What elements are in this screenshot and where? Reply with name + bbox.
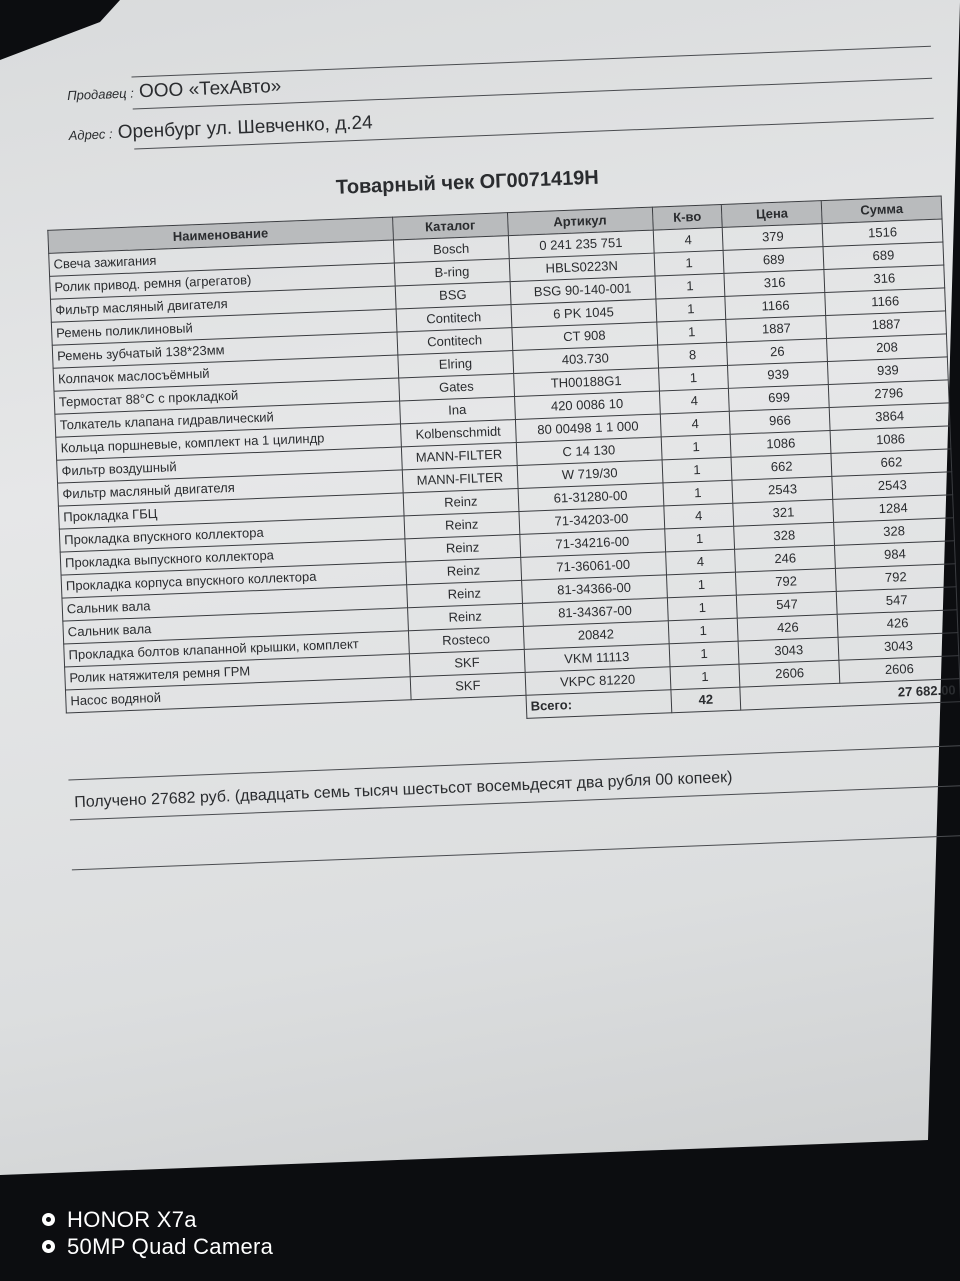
cell-catalog: SKF: [410, 672, 526, 699]
cell-qty: 1: [668, 618, 739, 644]
cell-article: 81-34366-00: [521, 575, 667, 604]
cell-name: Толкатель клапана гидравлический: [55, 401, 400, 437]
cell-sum: 1166: [825, 288, 946, 316]
cell-article: 81-34367-00: [522, 598, 668, 627]
items-table: [47, 196, 960, 737]
cell-article: HBLS0223N: [509, 253, 655, 282]
cell-qty: 1: [655, 273, 726, 299]
cell-price: 379: [723, 224, 824, 251]
cell-sum: 939: [828, 357, 949, 385]
cell-article: 61-31280-00: [518, 483, 664, 512]
cell-catalog: Contitech: [397, 328, 513, 355]
cell-catalog: Kolbenschmidt: [400, 420, 516, 447]
cell-name: Ролик привод. ремня (агрегатов): [50, 263, 395, 299]
cell-qty: 1: [662, 457, 733, 483]
cell-catalog: Reinz: [407, 603, 523, 630]
cell-name: Ремень поликлиновый: [51, 309, 396, 345]
cell-sum: 689: [823, 242, 944, 270]
cell-article: 20842: [523, 621, 669, 650]
cell-name: Сальник вала: [62, 585, 407, 621]
watermark-model: HONOR X7a: [67, 1207, 197, 1232]
cell-catalog: Elring: [398, 351, 514, 378]
col-header-qty: К-во: [652, 204, 723, 230]
cell-article: C 14 130: [516, 437, 662, 466]
cell-price: 689: [724, 247, 825, 274]
cell-qty: 4: [659, 388, 730, 414]
cell-article: 420 0086 10: [514, 391, 660, 420]
cell-article: 0 241 235 751: [508, 230, 654, 259]
cell-catalog: Contitech: [396, 305, 512, 332]
camera-watermark: [42, 1206, 273, 1260]
cell-qty: 1: [658, 365, 729, 391]
cell-name: Термостат 88°С с прокладкой: [54, 378, 399, 414]
cell-price: 2606: [739, 660, 840, 687]
cell-price: 246: [735, 545, 836, 572]
cell-name: Прокладка ГБЦ: [58, 493, 403, 529]
cell-article: 71-34216-00: [520, 529, 666, 558]
cell-name: Прокладка выпускного коллектора: [60, 539, 405, 575]
cell-article: 6 PK 1045: [511, 299, 657, 328]
cell-catalog: Reinz: [405, 534, 521, 561]
address-label: Адрес :: [68, 126, 113, 143]
cell-qty: 4: [665, 549, 736, 575]
receipt-sheet: [40, 5, 960, 899]
cell-qty: 4: [653, 227, 724, 253]
col-header-catalog: Каталог: [392, 213, 508, 240]
cell-sum: 208: [827, 334, 948, 362]
watermark-dot-icon: [42, 1213, 55, 1226]
cell-catalog: Reinz: [403, 488, 519, 515]
cell-qty: 1: [666, 572, 737, 598]
cell-qty: 1: [669, 641, 740, 667]
cell-sum: 2606: [839, 656, 960, 684]
address-value: Оренбург ул. Шевченко, д.24: [117, 112, 374, 144]
cell-name: Фильтр воздушный: [57, 447, 402, 483]
cell-price: 328: [734, 522, 835, 549]
cell-catalog: B-ring: [394, 259, 510, 286]
cell-catalog: Reinz: [404, 511, 520, 538]
cell-sum: 547: [836, 587, 957, 615]
cell-name: Прокладка корпуса впускного коллектора: [61, 562, 406, 598]
cell-qty: 1: [667, 595, 738, 621]
cell-name: Прокладка болтов клапанной крышки, комплект: [64, 631, 409, 667]
cell-sum: 426: [837, 610, 958, 638]
cell-price: 2543: [732, 476, 833, 503]
signature-rule: [72, 835, 960, 870]
watermark-camera: 50MP Quad Camera: [67, 1234, 274, 1259]
top-rule: [131, 46, 930, 78]
cell-qty: 1: [656, 319, 727, 345]
cell-qty: 1: [670, 664, 741, 690]
cell-sum: 316: [824, 265, 945, 293]
cell-catalog: Rosteco: [408, 626, 524, 653]
cell-catalog: MANN-FILTER: [401, 443, 517, 470]
cell-catalog: Ina: [399, 397, 515, 424]
received-rule-top: [68, 745, 960, 780]
table-body: [49, 219, 960, 713]
cell-article: 71-36061-00: [520, 552, 666, 581]
receipt-title: Товарный чек ОГ0071419Н: [335, 166, 600, 199]
cell-catalog: Bosch: [393, 236, 509, 263]
cell-qty: 1: [654, 250, 725, 276]
cell-article: 403.730: [512, 345, 658, 374]
total-label: Всего:: [526, 690, 672, 719]
cell-price: 699: [729, 384, 830, 411]
cell-qty: 1: [661, 434, 732, 460]
cell-sum: 1887: [826, 311, 947, 339]
cell-price: 939: [728, 362, 829, 389]
col-header-sum: Сумма: [821, 196, 942, 224]
cell-price: 1887: [726, 316, 827, 343]
seller-label: Продавец :: [66, 85, 135, 103]
received-text: Получено 27682 руб. (двадцать семь тысяч шестьсот восемьдесят два рубля 00 копеек): [73, 768, 733, 812]
cell-article: 80 00498 1 1 000: [515, 414, 661, 443]
cell-catalog: MANN-FILTER: [402, 466, 518, 493]
cell-sum: 1516: [822, 219, 943, 247]
cell-qty: 4: [660, 411, 731, 437]
cell-article: CT 908: [512, 322, 658, 351]
cell-name: Насос водяной: [65, 677, 410, 713]
cell-catalog: Reinz: [406, 557, 522, 584]
cell-article: 71-34203-00: [519, 506, 665, 535]
cell-sum: 1284: [833, 495, 954, 523]
seller-name: ООО «ТехАвто»: [138, 75, 282, 103]
col-header-article: Артикул: [507, 207, 653, 236]
cell-price: 3043: [739, 637, 840, 664]
cell-catalog: SKF: [409, 649, 525, 676]
cell-name: Кольца поршневые, комплект на 1 цилиндр: [56, 424, 401, 460]
cell-name: Колпачок маслосъёмный: [53, 355, 398, 391]
cell-article: VKM 11113: [524, 644, 670, 673]
cell-article: TH00188G1: [513, 368, 659, 397]
total-sum: 27 682.00: [840, 679, 960, 707]
cell-name: Ролик натяжителя ремня ГРМ: [65, 654, 410, 690]
cell-name: Фильтр масляный двигателя: [58, 470, 403, 506]
cell-article: VKPC 81220: [525, 667, 671, 696]
seller-line: [67, 76, 282, 106]
cell-qty: 1: [664, 526, 735, 552]
col-header-name: Наименование: [48, 217, 393, 253]
cell-catalog: Gates: [399, 374, 515, 401]
cell-qty: 1: [655, 296, 726, 322]
cell-sum: 2796: [828, 380, 949, 408]
cell-sum: 792: [836, 564, 957, 592]
cell-sum: 3864: [829, 403, 950, 431]
cell-qty: 8: [657, 342, 728, 368]
cell-price: 426: [738, 614, 839, 641]
cell-sum: 328: [834, 518, 955, 546]
cell-article: W 719/30: [517, 460, 663, 489]
cell-sum: 984: [835, 541, 956, 569]
cell-price: 966: [730, 407, 831, 434]
cell-article: BSG 90-140-001: [510, 276, 656, 305]
cell-sum: 3043: [838, 633, 959, 661]
cell-sum: 1086: [830, 426, 951, 454]
total-qty: 42: [670, 687, 741, 713]
cell-price: 26: [727, 339, 828, 366]
cell-name: Сальник вала: [63, 608, 408, 644]
cell-price: 1166: [725, 293, 826, 320]
cell-name: Прокладка впускного коллектора: [59, 516, 404, 552]
cell-price: 1086: [731, 430, 832, 457]
cell-price: 547: [737, 591, 838, 618]
cell-qty: 1: [663, 480, 734, 506]
cell-name: Свеча зажигания: [49, 240, 394, 276]
cell-price: 792: [736, 568, 837, 595]
cell-catalog: BSG: [395, 282, 511, 309]
cell-catalog: Reinz: [406, 580, 522, 607]
col-header-price: Цена: [722, 201, 823, 228]
cell-sum: 2543: [832, 472, 953, 500]
cell-name: Ремень зубчатый 138*23мм: [52, 332, 397, 368]
watermark-dot-icon: [42, 1240, 55, 1253]
cell-price: 321: [733, 499, 834, 526]
cell-name: Фильтр масляный двигателя: [50, 286, 395, 322]
cell-sum: 662: [831, 449, 952, 477]
cell-price: 662: [731, 453, 832, 480]
cell-price: 316: [724, 270, 825, 297]
cell-qty: 4: [663, 503, 734, 529]
